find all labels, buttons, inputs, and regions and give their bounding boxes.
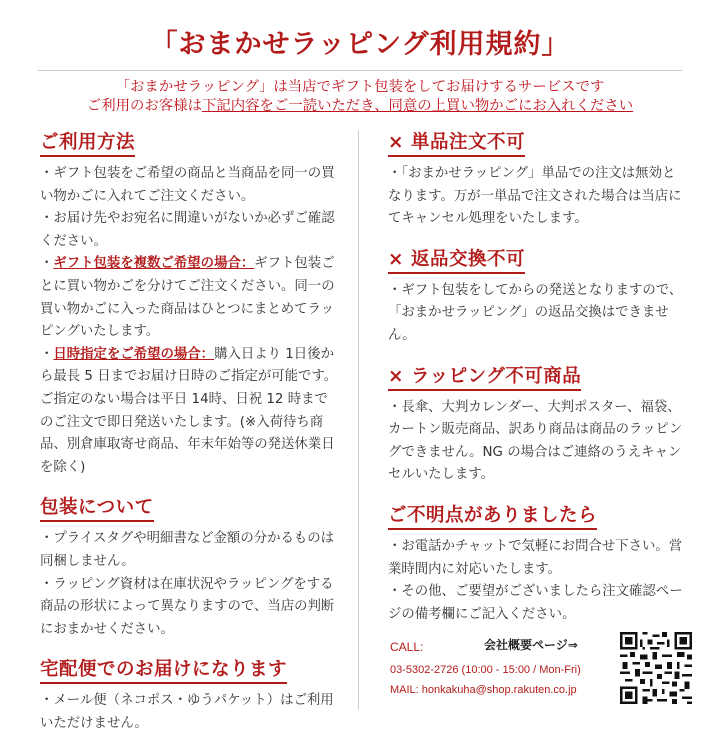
left-column xyxy=(40,128,340,749)
questions-heading: ご不明点がありましたら xyxy=(388,501,597,530)
right-column xyxy=(388,128,688,640)
usage-item-3-text: ギフト包装ごとに買い物かごを分けてご注文ください。同一の買い物かごに入った商品はひとつにまとめてラッピングいたします。 xyxy=(40,256,335,340)
title-divider xyxy=(38,70,682,71)
packaging-heading: 包装について xyxy=(40,493,154,522)
section-single-order xyxy=(388,128,688,231)
unwrappable-heading: × ラッピング不可商品 xyxy=(388,362,581,391)
section-unwrappable xyxy=(388,362,688,487)
packaging-item-2: ・ラッピング資材は在庫状況やラッピングをする商品の形状によって異なりますので、当店の判断におまかせください。 xyxy=(40,576,335,637)
delivery-item-1: ・メール便（ネコポス・ゆうパケット）はご利用いただけません。 xyxy=(40,693,334,731)
page-title: 「おまかせラッピング利用規約」 xyxy=(150,29,570,60)
intro-line-2 xyxy=(0,97,720,116)
usage-item-4-emphasis: 日時指定をご希望の場合： xyxy=(53,346,215,362)
unwrappable-item-1: ・長傘、大判カレンダー、大判ポスター、福袋、カートン販売商品、訳あり商品は商品のラッピングできません。NG の場合はご連絡のうえキャンセルいたします。 xyxy=(388,399,683,483)
section-questions xyxy=(388,501,688,626)
section-returns xyxy=(388,245,688,348)
questions-item-2: ・その他、ご要望がございましたら注文確認ページの備考欄にご記入ください。 xyxy=(388,584,683,622)
delivery-heading: 宅配便でのお届けになります xyxy=(40,655,287,684)
usage-item-3-emphasis: ギフト包装を複数ご希望の場合： xyxy=(53,256,255,272)
intro-line-1: 「おまかせラッピング」は当店でギフト包装をしてお届けするサービスです xyxy=(115,79,605,95)
packaging-item-1: ・プライスタグや明細書など金額の分かるものは同梱しません。 xyxy=(40,531,335,569)
call-label: CALL: xyxy=(390,640,424,654)
questions-item-1: ・お電話かチャットで気軽にお問合せ下さい。営業時間内に対応いたします。 xyxy=(388,538,683,577)
section-packaging xyxy=(40,493,340,641)
company-info-link[interactable]: 会社概要ページ⇒ xyxy=(484,638,578,652)
intro-line-2-prefix: ご利用のお客様は xyxy=(86,98,202,114)
usage-heading: ご利用方法 xyxy=(40,128,135,157)
returns-item-1: ・ギフト包装をしてからの発送となりますので、「おまかせラッピング」の返品交換はできません。 xyxy=(388,282,683,343)
section-usage xyxy=(40,128,340,479)
email-address[interactable]: MAIL: honkakuha@shop.rakuten.co.jp xyxy=(390,684,577,696)
phone-number[interactable]: 03-5302-2726 (10:00 - 15:00 / Mon-Fri) xyxy=(390,664,581,676)
section-delivery xyxy=(40,655,340,735)
usage-item-1: ・ギフト包装をご希望の商品と当商品を同一の買い物かごに入れてご注文ください。 xyxy=(40,166,335,204)
single-order-item-1: ・「おまかせラッピング」単品での注文は無効となります。万が一単品で注文された場合は当店にてキャンセル処理をいたします。 xyxy=(388,166,682,227)
usage-item-4-text: 購入日より 1日後から最長 5 日までお届け日時のご指定が可能です。ご指定のない場合は平日 14時、日祝 12 時までのご注文で即日発送いたします。(※入荷待ち商品、別倉庫取寄せ商品、年末年始等の発送休業日を除く) xyxy=(40,346,338,475)
intro-line-2-underlined: 下記内容をご一読いただき、同意の上買い物かごにお入れください xyxy=(201,98,634,114)
single-order-heading: × 単品注文不可 xyxy=(388,128,525,157)
usage-item-2: ・お届け先やお宛名に間違いがないか必ずご確認ください。 xyxy=(40,211,335,249)
intro-text xyxy=(0,78,720,116)
column-divider xyxy=(358,130,359,710)
qr-code-icon[interactable] xyxy=(620,632,692,704)
returns-heading: × 返品交換不可 xyxy=(388,245,525,274)
usage-item-3: ・ギフト包装を複数ご希望の場合：ギフト包装ごとに買い物かごを分けてご注文ください。同一の買い物かごに入った商品はひとつにまとめてラッピングいたします。 xyxy=(40,256,335,340)
usage-item-4: ・日時指定をご希望の場合：購入日より 1日後から最長 5 日までお届け日時のご指定が可能です。ご指定のない場合は平日 14時、日祝 12 時までのご注文で即日発送いたします。(※入荷待ち商品、別倉庫取寄せ商品、年末年始等の発送休業日を除く) xyxy=(40,346,338,475)
